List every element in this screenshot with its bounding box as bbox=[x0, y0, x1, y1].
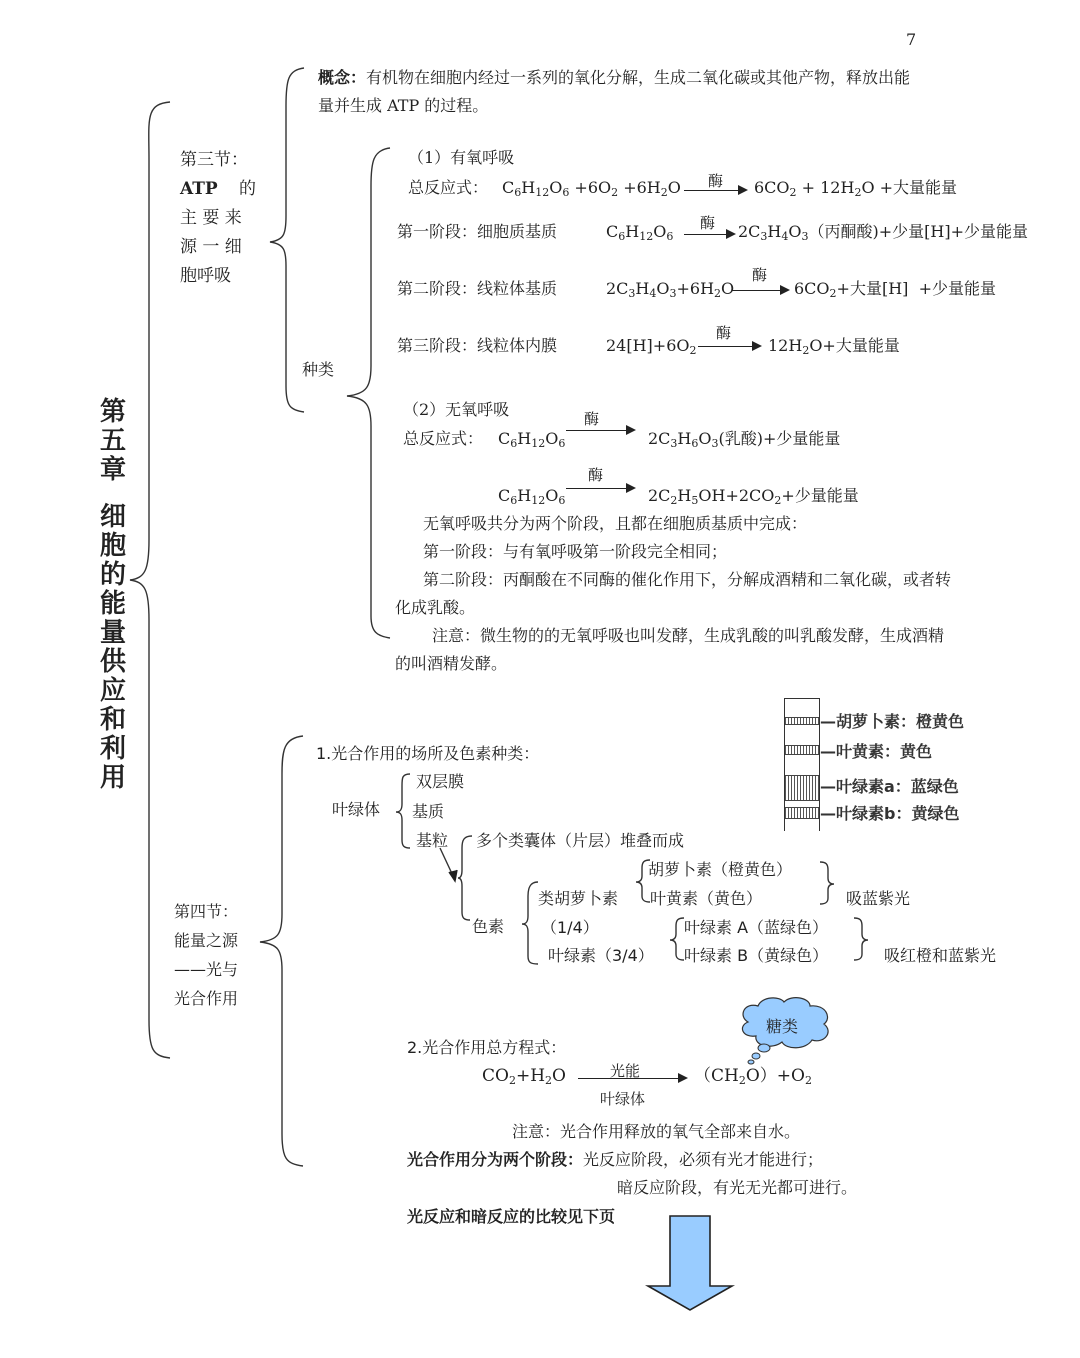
anaerobic-summary bbox=[423, 514, 807, 534]
next-page-note: 光反应和暗反应的比较见下页 bbox=[407, 1207, 616, 1226]
aerobic-stage3-products: $12H_2O+$大量能量 bbox=[768, 336, 900, 357]
aerobic-stage1-products: $2C_3H_4O_3$（丙酮酸)+少量[H]+少量能量 bbox=[738, 222, 1028, 243]
stage-label: 第一阶段： bbox=[423, 542, 504, 561]
aerobic-stage3-reactants: $24[H]+6O_2$ bbox=[606, 336, 697, 357]
cloud-label: 糖类 bbox=[766, 1017, 799, 1036]
enzyme-label: 酶 bbox=[584, 410, 600, 428]
anaerobic-note bbox=[432, 626, 944, 646]
anaerobic-overall-label: 总反应式： bbox=[403, 429, 484, 448]
section3-heading-line: 主 要 来 bbox=[180, 208, 242, 228]
anaerobic-eq2-products: $2C_2H_5OH+2CO_2+$少量能量 bbox=[648, 486, 859, 507]
dark-stage-text: 暗反应阶段，有光无光都可进行。 bbox=[617, 1178, 858, 1197]
section4-bracket bbox=[258, 734, 308, 1174]
reaction-arrow bbox=[578, 1078, 686, 1079]
types-bracket bbox=[345, 146, 395, 646]
band-label: 叶绿素b：黄绿色 bbox=[836, 804, 960, 823]
aerobic-title: （1）有氧呼吸 bbox=[408, 148, 515, 167]
enzyme-label: 酶 bbox=[708, 172, 724, 190]
section3-heading-line bbox=[180, 175, 256, 204]
reaction-arrow bbox=[566, 488, 634, 489]
chlorophyll-b-label: 叶绿素 B（黄绿色） bbox=[684, 946, 829, 965]
reaction-arrow bbox=[566, 430, 634, 431]
section3-heading bbox=[180, 146, 256, 291]
grana-description: 多个类囊体（片层）堆叠而成 bbox=[476, 831, 685, 850]
grana-arrow bbox=[438, 848, 468, 888]
chromatography-label: —叶绿素b：黄绿色 bbox=[820, 804, 960, 823]
aerobic-stage2-label: 第二阶段：线粒体基质 bbox=[397, 279, 558, 298]
section3-heading-line: 源 一 细 bbox=[180, 237, 242, 257]
concept bbox=[318, 68, 910, 88]
atp-text: ATP bbox=[180, 179, 218, 199]
pigment-bracket bbox=[520, 880, 540, 970]
chromatography-strip bbox=[784, 698, 820, 831]
anaerobic-stage2 bbox=[423, 570, 951, 590]
concept-line2: 量并生成 ATP 的过程。 bbox=[318, 96, 489, 115]
stage-text: 与有氧呼吸第一阶段完全相同； bbox=[503, 542, 728, 561]
band-label: 胡萝卜素：橙黄色 bbox=[836, 712, 965, 731]
summary-text: 无氧呼吸共分为两个阶段，且都在细胞质基质中完成： bbox=[423, 514, 808, 533]
band-label: 叶黄素：黄色 bbox=[836, 742, 933, 761]
chromatography-label: —胡萝卜素：橙黄色 bbox=[820, 712, 965, 731]
anaerobic-stage1 bbox=[423, 542, 727, 562]
stage-text: 丙酮酸在不同酶的催化作用下，分解成酒精和二氧化碳，或者转 bbox=[503, 570, 952, 589]
arrow-above-label: 光能 bbox=[610, 1062, 641, 1080]
anaerobic-note-line2: 的叫酒精发酵。 bbox=[395, 654, 508, 673]
aerobic-stage2-reactants: $2C_3H_4O_3+6H_2O$ bbox=[606, 279, 735, 300]
enzyme-label: 酶 bbox=[716, 324, 732, 342]
enzyme-label: 酶 bbox=[752, 266, 768, 284]
note-label: 注意： bbox=[432, 626, 481, 645]
anaerobic-eq1-products: $2C_3H_6O_3$(乳酸)+少量能量 bbox=[648, 429, 841, 450]
stroma-label: 基质 bbox=[412, 802, 445, 821]
anaerobic-stage2-line2: 化成乳酸。 bbox=[395, 598, 476, 617]
part1-title: 1.光合作用的场所及色素种类： bbox=[316, 744, 540, 763]
chapter-title bbox=[98, 398, 128, 793]
reaction-arrow bbox=[684, 190, 746, 191]
chlorophyll-a-label: 叶绿素 A（蓝绿色） bbox=[684, 918, 829, 937]
chlorophyll-label: 叶绿素（3/4） bbox=[548, 946, 654, 965]
photosynthesis-note bbox=[512, 1122, 800, 1142]
chapter-name: 细胞的能量供应和利用 bbox=[99, 502, 126, 793]
carotenoid-absorb: 吸蓝紫光 bbox=[846, 889, 911, 908]
photosynthesis-stages bbox=[407, 1150, 823, 1170]
pigment-label: 色素 bbox=[472, 917, 505, 936]
membrane-label: 双层膜 bbox=[416, 772, 465, 791]
concept-label: 概念： bbox=[318, 68, 367, 87]
section4-heading-line: 光合作用 bbox=[174, 989, 239, 1008]
anaerobic-title: （2）无氧呼吸 bbox=[403, 400, 510, 419]
section4-heading-line: 第四节： bbox=[174, 902, 239, 921]
light-stage-text: 光反应阶段，必须有光才能进行； bbox=[583, 1150, 824, 1169]
carotenoids-label: 类胡萝卜素 bbox=[538, 889, 619, 908]
stages-label: 光合作用分为两个阶段： bbox=[407, 1150, 584, 1169]
section4-heading bbox=[174, 897, 264, 1013]
chromatography-label: —叶黄素：黄色 bbox=[820, 742, 933, 761]
note-text: 光合作用释放的氧气全部来自水。 bbox=[560, 1122, 801, 1141]
photosynthesis-products: $(CH_2O)+O_2$ bbox=[694, 1066, 812, 1087]
aerobic-overall-products: $6CO_2 + 12H_2O$ +大量能量 bbox=[754, 178, 958, 199]
aerobic-overall-label: 总反应式： bbox=[408, 178, 489, 197]
anaerobic-eq1-reactants: $C_6H_{12}O_6$ bbox=[498, 429, 566, 450]
aerobic-stage1-reactants: $C_6H_{12}O_6$ bbox=[606, 222, 674, 243]
band-label: 叶绿素a：蓝绿色 bbox=[836, 777, 959, 796]
page-number: 7 bbox=[906, 30, 917, 49]
aerobic-overall-reactants: $C_6H_{12}O_6 +6O_2 +6H_2O$ bbox=[502, 178, 681, 199]
carotene-label: 胡萝卜素（橙黄色） bbox=[648, 860, 793, 879]
chloroplast-bracket bbox=[396, 772, 412, 852]
aerobic-stage2-products: $6CO_2+$大量[H] +少量能量 bbox=[794, 279, 996, 300]
note-label: 注意： bbox=[512, 1122, 561, 1141]
xanthophyll-label: 叶黄素（黄色） bbox=[650, 889, 763, 908]
aerobic-stage3-label: 第三阶段：线粒体内膜 bbox=[397, 336, 558, 355]
de-text: 的 bbox=[239, 179, 256, 199]
section3-heading-line: 第三节： bbox=[180, 150, 248, 170]
chlorophyll-close-bracket bbox=[852, 916, 868, 966]
anaerobic-eq2-reactants: $C_6H_{12}O_6$ bbox=[498, 486, 566, 507]
enzyme-label: 酶 bbox=[700, 214, 716, 232]
arrow-below-label: 叶绿体 bbox=[600, 1090, 646, 1108]
chloroplast-label: 叶绿体 bbox=[332, 800, 381, 819]
chlorophyll-absorb: 吸红橙和蓝紫光 bbox=[884, 946, 997, 965]
down-arrow-icon bbox=[648, 1214, 738, 1314]
chapter-bracket bbox=[125, 100, 175, 1060]
chromatography-label: —叶绿素a：蓝绿色 bbox=[820, 777, 959, 796]
enzyme-label: 酶 bbox=[588, 466, 604, 484]
stage-label: 第二阶段： bbox=[423, 570, 504, 589]
grana-label: 基粒 bbox=[416, 831, 449, 850]
concept-text: 有机物在细胞内经过一系列的氧化分解，生成二氧化碳或其他产物，释放出能 bbox=[366, 68, 911, 87]
section4-heading-line: ——光与 bbox=[174, 960, 239, 979]
aerobic-stage1-label: 第一阶段：细胞质基质 bbox=[397, 222, 558, 241]
chapter-number: 第五章 bbox=[99, 397, 126, 485]
section4-heading-line: 能量之源 bbox=[174, 931, 239, 950]
carotenoids-close-bracket bbox=[818, 860, 834, 910]
section3-heading-line: 胞呼吸 bbox=[180, 266, 231, 286]
note-text: 微生物的的无氧呼吸也叫发酵，生成乳酸的叫乳酸发酵，生成酒精 bbox=[480, 626, 945, 645]
photosynthesis-reactants: $CO_2+H_2O$ bbox=[482, 1066, 566, 1087]
carotenoids-ratio: （1/4） bbox=[541, 918, 599, 937]
reaction-arrow bbox=[684, 234, 734, 235]
types-label: 种类 bbox=[302, 360, 335, 379]
part2-title: 2.光合作用总方程式： bbox=[407, 1038, 567, 1057]
reaction-arrow bbox=[698, 346, 760, 347]
reaction-arrow bbox=[732, 290, 788, 291]
